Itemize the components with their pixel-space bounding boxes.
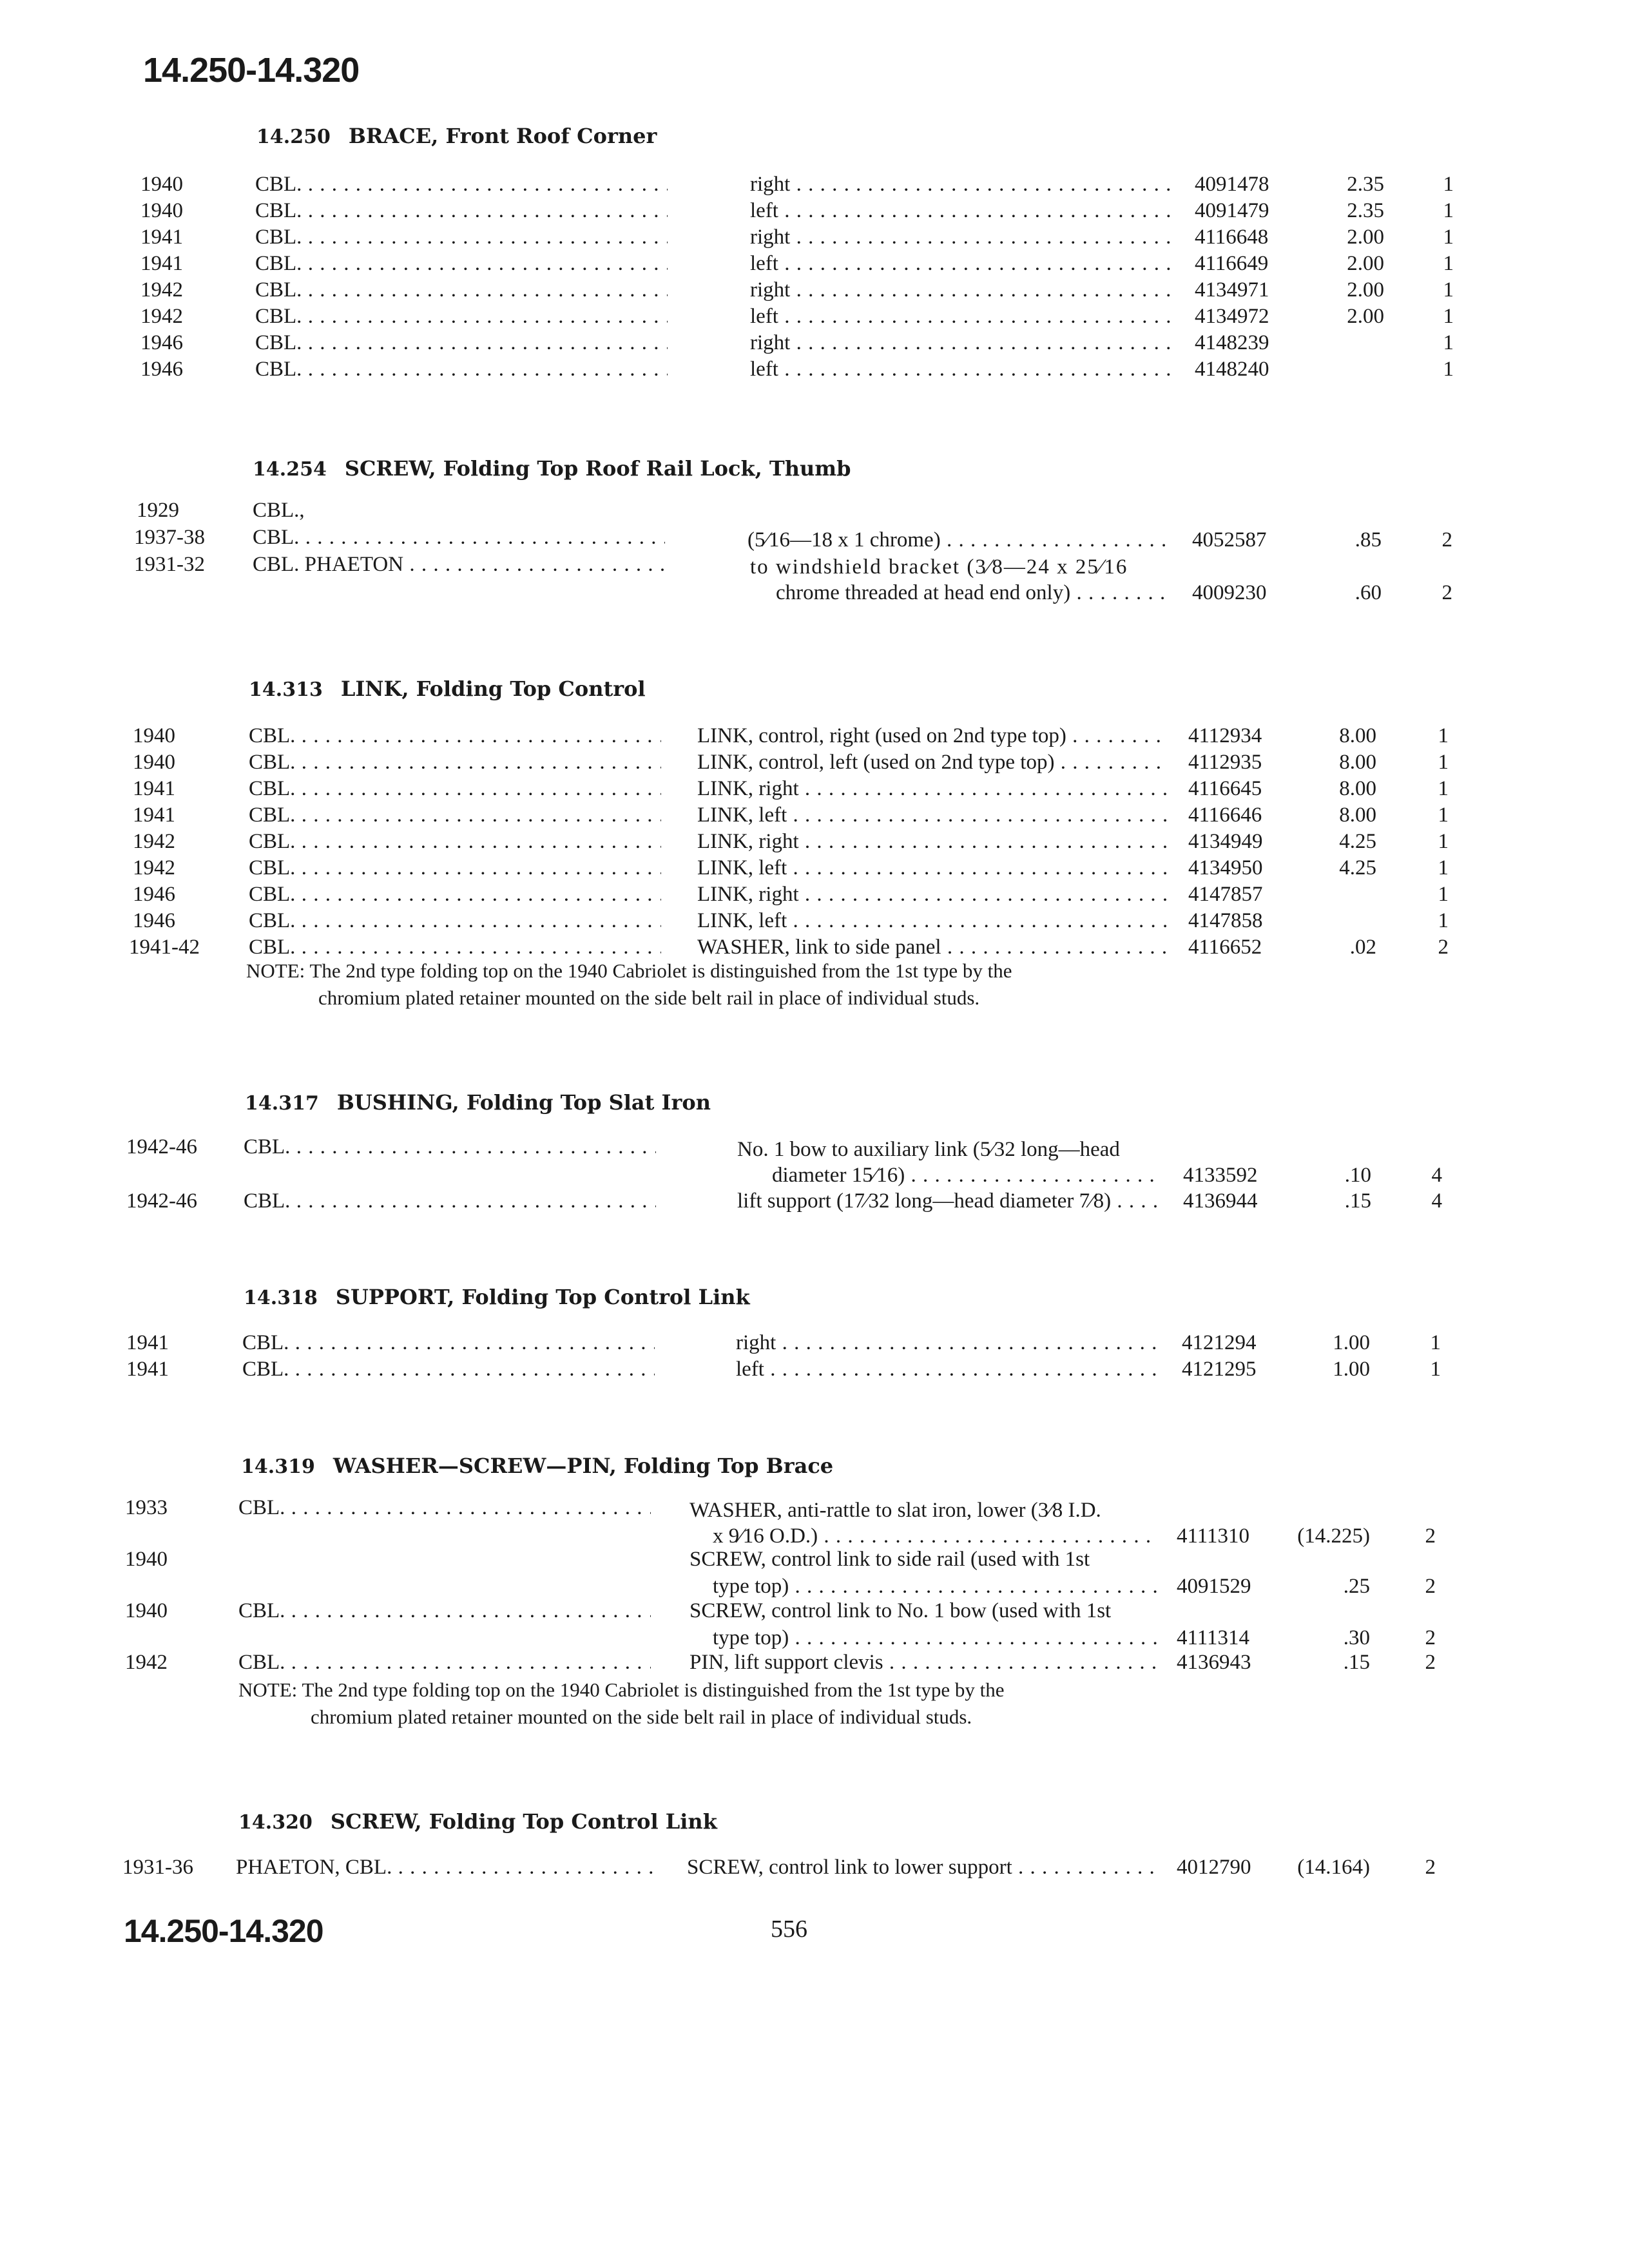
year: 1940: [125, 1548, 168, 1571]
price: .30: [1343, 1626, 1370, 1649]
model: CBL. . . .: [242, 1355, 655, 1383]
part-number: 4112934: [1188, 724, 1262, 747]
price: .15: [1343, 1651, 1370, 1674]
model: CBL. . . .: [255, 170, 668, 198]
part-number: 4111310: [1177, 1524, 1250, 1548]
section-heading: WASHER—SCREW—PIN, Folding Top Brace: [333, 1454, 834, 1478]
table-row: [0, 880, 1629, 908]
quantity: 1: [1430, 1331, 1441, 1354]
price: 8.00: [1339, 724, 1376, 747]
year: 1946: [133, 909, 175, 932]
year: 1941: [140, 226, 183, 249]
part-number: 4052587: [1192, 528, 1267, 552]
year: 1940: [125, 1599, 168, 1622]
part-number: 4116649: [1195, 252, 1269, 275]
section-title: [238, 1809, 717, 1834]
description: SCREW, control link to No. 1 bow (used with 1st: [689, 1599, 1112, 1622]
year: 1941-42: [129, 936, 200, 959]
price: .15: [1344, 1189, 1371, 1213]
part-number: 4091479: [1195, 199, 1269, 222]
model: CBL. . . .: [249, 827, 661, 856]
price: 1.00: [1333, 1358, 1370, 1381]
model: CBL. . . .: [255, 355, 668, 383]
part-number: 4134950: [1188, 856, 1263, 879]
table-row: [0, 1545, 1629, 1573]
table-row: [0, 801, 1629, 829]
part-number: 4147857: [1188, 883, 1263, 906]
table-row: [0, 249, 1629, 278]
price: 4.25: [1339, 856, 1376, 879]
price: .85: [1354, 528, 1382, 552]
description: WASHER, anti-rattle to slat iron, lower (3⁄8 I.D.: [689, 1499, 1101, 1522]
price: .10: [1344, 1164, 1371, 1187]
description: right . . .: [750, 276, 1175, 304]
part-number: 4134972: [1195, 305, 1269, 328]
year: 1940: [133, 724, 175, 747]
year: 1940: [140, 199, 183, 222]
table-row: [0, 774, 1629, 803]
quantity: 1: [1443, 278, 1454, 302]
model: CBL. . . .: [249, 774, 661, 803]
price: 2.00: [1347, 278, 1384, 302]
part-number: 4112935: [1188, 751, 1262, 774]
model: CBL. . . .: [238, 1494, 651, 1522]
price: 2.35: [1347, 199, 1384, 222]
model: CBL. . . .: [249, 880, 661, 908]
quantity: 2: [1438, 936, 1449, 959]
year: 1940: [140, 173, 183, 196]
model: CBL. . . .: [244, 1133, 656, 1161]
note-line: chromium plated retainer mounted on the side belt rail in place of individual studs.: [311, 1706, 972, 1728]
model: CBL. . . .: [255, 197, 668, 225]
table-row: [0, 827, 1629, 856]
quantity: 1: [1438, 803, 1449, 827]
quantity: 1: [1443, 199, 1454, 222]
quantity: 1: [1438, 724, 1449, 747]
model: CBL. . . .: [249, 748, 661, 776]
page-header: 14.250-14.320: [143, 51, 360, 90]
description: LINK, right . . .: [697, 880, 1168, 908]
description: right . . .: [750, 223, 1175, 251]
year: 1941: [140, 252, 183, 275]
table-row: [0, 1853, 1629, 1881]
description: type top) . . .: [713, 1572, 1157, 1600]
table-row: [0, 329, 1629, 357]
section-heading: SUPPORT, Folding Top Control Link: [335, 1285, 750, 1309]
section-number: 14.254: [253, 458, 327, 481]
year: 1942: [140, 278, 183, 302]
part-number: 4136944: [1183, 1189, 1258, 1213]
year: 1941: [126, 1331, 169, 1354]
section-number: 14.313: [249, 678, 323, 701]
model: CBL. . . .: [249, 907, 661, 935]
model: CBL. . . .: [255, 276, 668, 304]
part-number: 4116646: [1188, 803, 1262, 827]
description: LINK, right . . .: [697, 774, 1168, 803]
price: (14.225): [1297, 1524, 1370, 1548]
table-row: [0, 1187, 1629, 1215]
quantity: 2: [1425, 1626, 1436, 1649]
price: 2.00: [1347, 252, 1384, 275]
section-title: [245, 1090, 711, 1115]
quantity: 2: [1441, 581, 1452, 604]
page-number: 556: [771, 1916, 807, 1943]
description: PIN, lift support clevis . . .: [689, 1648, 1157, 1677]
quantity: 2: [1425, 1524, 1436, 1548]
year: 1942: [133, 856, 175, 879]
part-number: 4116652: [1188, 936, 1262, 959]
quantity: 4: [1431, 1189, 1442, 1213]
description: left . . .: [750, 197, 1175, 225]
table-row: [0, 1494, 1629, 1522]
year: 1942: [133, 830, 175, 853]
description: type top) . . .: [713, 1624, 1157, 1652]
description: LINK, control, left (used on 2nd type top) . . .: [697, 748, 1168, 776]
table-row: [0, 523, 1629, 552]
quantity: 1: [1443, 305, 1454, 328]
quantity: 1: [1438, 856, 1449, 879]
note: [238, 1677, 1004, 1731]
part-number: 4091529: [1177, 1575, 1251, 1598]
description: left . . .: [736, 1355, 1161, 1383]
table-row: [0, 907, 1629, 935]
description: left . . .: [750, 355, 1175, 383]
year: 1946: [140, 358, 183, 381]
table-row: [0, 302, 1629, 331]
model: CBL.,: [253, 499, 305, 522]
description: left . . .: [750, 249, 1175, 278]
section-title: [249, 677, 646, 701]
table-row: [0, 854, 1629, 882]
table-row: [0, 722, 1629, 750]
table-row: [0, 170, 1629, 198]
model: CBL. . . .: [249, 722, 661, 750]
year: 1940: [133, 751, 175, 774]
quantity: 1: [1438, 777, 1449, 800]
year: 1941: [126, 1358, 169, 1381]
price: .60: [1354, 581, 1382, 604]
quantity: 2: [1425, 1856, 1436, 1879]
section-title: [241, 1454, 833, 1478]
table-row: [0, 1355, 1629, 1383]
quantity: 2: [1425, 1651, 1436, 1674]
note-line: NOTE: The 2nd type folding top on the 1940 Cabriolet is distinguished from the 1st type by the: [238, 1678, 1005, 1701]
section-number: 14.320: [238, 1811, 313, 1834]
table-row: [0, 223, 1629, 251]
description: lift support (17⁄32 long—head diameter 7⁄8) . . .: [737, 1187, 1162, 1215]
price: .02: [1349, 936, 1376, 959]
part-number: 4116648: [1195, 226, 1269, 249]
description: right . . .: [750, 170, 1175, 198]
description: No. 1 bow to auxiliary link (5⁄32 long—head: [737, 1138, 1120, 1161]
year: 1942: [125, 1651, 168, 1674]
part-number: 4116645: [1188, 777, 1262, 800]
model: CBL. . . .: [255, 249, 668, 278]
part-number: 4111314: [1177, 1626, 1250, 1649]
quantity: 1: [1443, 173, 1454, 196]
section-heading: BUSHING, Folding Top Slat Iron: [336, 1090, 711, 1115]
model: CBL. . . .: [249, 933, 661, 961]
year: 1946: [140, 331, 183, 354]
year: 1933: [125, 1496, 168, 1519]
price: .25: [1343, 1575, 1370, 1598]
table-row: [0, 1161, 1629, 1189]
quantity: 1: [1438, 909, 1449, 932]
part-number: 4148240: [1195, 358, 1269, 381]
quantity: 1: [1443, 331, 1454, 354]
quantity: 1: [1438, 883, 1449, 906]
quantity: 1: [1438, 830, 1449, 853]
part-number: 4133592: [1183, 1164, 1258, 1187]
price: 8.00: [1339, 751, 1376, 774]
part-number: 4121295: [1182, 1358, 1257, 1381]
price: 1.00: [1333, 1331, 1370, 1354]
table-row: [0, 1133, 1629, 1161]
quantity: 2: [1441, 528, 1452, 552]
section-title: [244, 1285, 750, 1309]
table-row: [0, 197, 1629, 225]
part-number: 4134949: [1188, 830, 1263, 853]
section-heading: BRACE, Front Roof Corner: [348, 124, 657, 148]
table-row: [0, 1648, 1629, 1677]
quantity: 1: [1438, 751, 1449, 774]
model: CBL. . . .: [242, 1329, 655, 1357]
table-row: [0, 1329, 1629, 1357]
section-title: [256, 124, 657, 148]
model: CBL. . . .: [255, 302, 668, 331]
section-number: 14.319: [241, 1456, 315, 1478]
section-number: 14.317: [245, 1092, 319, 1115]
description: (5⁄16—18 x 1 chrome) . . .: [747, 526, 1173, 554]
description: chrome threaded at head end only) . . .: [776, 579, 1173, 607]
section-title: [253, 456, 851, 481]
table-row: [0, 579, 1629, 607]
table-row: [0, 496, 1629, 524]
quantity: 1: [1443, 358, 1454, 381]
description: SCREW, control link to lower support . . .: [687, 1853, 1157, 1881]
description: LINK, left . . .: [697, 854, 1168, 882]
year: 1929: [137, 499, 179, 522]
page-footer-range: 14.250-14.320: [124, 1913, 323, 1949]
year: 1942: [140, 305, 183, 328]
table-row: [0, 748, 1629, 776]
quantity: 1: [1443, 226, 1454, 249]
price: 4.25: [1339, 830, 1376, 853]
description: right . . .: [750, 329, 1175, 357]
description: to windshield bracket (3⁄8—24 x 25⁄16: [750, 555, 1128, 579]
section-number: 14.250: [256, 126, 331, 148]
quantity: 1: [1430, 1358, 1441, 1381]
section-heading: SCREW, Folding Top Roof Rail Lock, Thumb: [344, 456, 851, 481]
table-row: [0, 1597, 1629, 1625]
note-line: NOTE: The 2nd type folding top on the 1940 Cabriolet is distinguished from the 1st type by the: [246, 959, 1012, 982]
model: CBL. . . .: [255, 223, 668, 251]
quantity: 2: [1425, 1575, 1436, 1598]
model: CBL. . . .: [255, 329, 668, 357]
model: CBL. . . .: [253, 523, 665, 552]
quantity: 4: [1431, 1164, 1442, 1187]
model: CBL. . . .: [244, 1187, 656, 1215]
year: 1931-32: [134, 553, 205, 576]
table-row: [0, 550, 1629, 579]
description: LINK, left . . .: [697, 907, 1168, 935]
year: 1941: [133, 803, 175, 827]
note-line: chromium plated retainer mounted on the side belt rail in place of individual studs.: [318, 986, 980, 1009]
description: x 9⁄16 O.D.) . . .: [713, 1522, 1157, 1550]
note: [246, 957, 1012, 1012]
model: PHAETON, CBL. . . .: [236, 1853, 655, 1881]
description: LINK, right . . .: [697, 827, 1168, 856]
price: 2.00: [1347, 226, 1384, 249]
model: CBL. . . .: [238, 1597, 651, 1625]
description: SCREW, control link to side rail (used with 1st: [689, 1548, 1090, 1571]
description: WASHER, link to side panel . . .: [697, 933, 1168, 961]
part-number: 4134971: [1195, 278, 1269, 302]
description: LINK, control, right (used on 2nd type top) . . .: [697, 722, 1168, 750]
model: CBL. . . .: [249, 801, 661, 829]
part-number: 4121294: [1182, 1331, 1257, 1354]
part-number: 4147858: [1188, 909, 1263, 932]
part-number: 4136943: [1177, 1651, 1251, 1674]
table-row: [0, 276, 1629, 304]
year: 1937-38: [134, 526, 205, 549]
description: left . . .: [750, 302, 1175, 331]
year: 1942-46: [126, 1189, 197, 1213]
section-heading: SCREW, Folding Top Control Link: [330, 1809, 717, 1834]
part-number: 4012790: [1177, 1856, 1251, 1879]
part-number: 4091478: [1195, 173, 1269, 196]
section-heading: LINK, Folding Top Control: [340, 677, 646, 701]
model: CBL. PHAETON . . .: [253, 550, 665, 579]
description: diameter 15⁄16) . . .: [772, 1161, 1162, 1189]
year: 1946: [133, 883, 175, 906]
part-number: 4009230: [1192, 581, 1267, 604]
part-number: 4148239: [1195, 331, 1269, 354]
table-row: [0, 355, 1629, 383]
year: 1931-36: [122, 1856, 193, 1879]
year: 1941: [133, 777, 175, 800]
section-number: 14.318: [244, 1287, 318, 1309]
description: LINK, left . . .: [697, 801, 1168, 829]
year: 1942-46: [126, 1135, 197, 1158]
price: 2.00: [1347, 305, 1384, 328]
quantity: 1: [1443, 252, 1454, 275]
description: right . . .: [736, 1329, 1161, 1357]
price: 8.00: [1339, 777, 1376, 800]
price: (14.164): [1297, 1856, 1370, 1879]
price: 2.35: [1347, 173, 1384, 196]
price: 8.00: [1339, 803, 1376, 827]
model: CBL. . . .: [249, 854, 661, 882]
model: CBL. . . .: [238, 1648, 651, 1677]
